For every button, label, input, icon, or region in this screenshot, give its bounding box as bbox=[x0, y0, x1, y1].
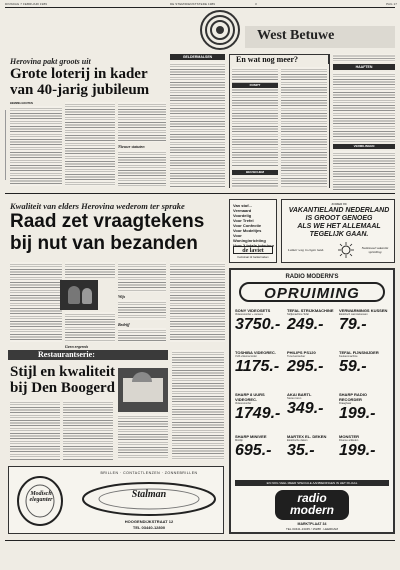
nogmeer-col-2 bbox=[281, 67, 327, 187]
product-desc: Elektrische deken bbox=[287, 439, 308, 442]
laviet-address: Kerkstraat 12 Geldermalsen bbox=[237, 256, 269, 259]
product-price: 295.- bbox=[287, 358, 324, 375]
product-name: AKAI BARTL bbox=[287, 392, 312, 397]
product-name: SHARP MINIVEE bbox=[235, 434, 267, 439]
margin-marker bbox=[0, 110, 6, 180]
laviet-item: Voor Confectie bbox=[233, 223, 262, 228]
restaurant-col-4 bbox=[172, 350, 224, 460]
lottery-kicker: Herovina pakt groots uit bbox=[10, 57, 91, 66]
page-number: 3 bbox=[255, 2, 257, 6]
zomer-line-3: ALS WE HET ALLEMAAL bbox=[297, 223, 381, 230]
restaurant-col-1 bbox=[10, 400, 60, 460]
zomer-brand: Nationaal vakantie spreiding bbox=[361, 246, 389, 254]
rumpt-bar bbox=[232, 83, 278, 88]
radio-footer-bar bbox=[235, 480, 389, 486]
product-cell bbox=[339, 308, 389, 350]
radio-logo-1: radio bbox=[297, 491, 327, 505]
product-name: PHILIPS PS120 bbox=[287, 350, 316, 355]
target-logo bbox=[200, 10, 240, 50]
product-desc: VHS videorecorder bbox=[235, 355, 257, 358]
vermilingen-title: VERMILINGEN bbox=[353, 144, 375, 148]
haaften-caption bbox=[333, 54, 395, 62]
raad-subhead-bedrijf: Bedrijf bbox=[118, 322, 130, 327]
brillen-name: Stalman bbox=[131, 489, 167, 500]
brillen-address: HOOGENDIJKSTRAAT 12 bbox=[124, 519, 174, 524]
nogmeer-header bbox=[229, 54, 329, 64]
laviet-list bbox=[233, 203, 275, 248]
haaften-bar bbox=[333, 64, 395, 70]
laviet-logo: de laviet bbox=[233, 246, 273, 254]
radio-ad bbox=[229, 268, 395, 534]
product-grid bbox=[235, 308, 389, 476]
haaften-text bbox=[333, 72, 395, 142]
product-cell bbox=[339, 392, 389, 434]
radio-banner bbox=[235, 274, 389, 304]
rumpt-title: RUMPT bbox=[249, 83, 261, 87]
product-cell bbox=[287, 350, 339, 392]
lottery-col-3a bbox=[118, 102, 166, 142]
vermilingen-bar bbox=[333, 144, 395, 149]
radio-address-2: TEL 03441-13345 / 15288 · LEERDAM bbox=[286, 527, 338, 531]
product-cell bbox=[339, 350, 389, 392]
product-price: 249.- bbox=[287, 316, 324, 333]
product-price: 1749.- bbox=[235, 405, 281, 422]
product-name: SHARP 8 UURS VIDEOREC. bbox=[235, 392, 265, 402]
bottom-rule bbox=[5, 540, 395, 541]
laviet-item: Vermaard bbox=[233, 208, 252, 213]
raad-photo bbox=[60, 280, 98, 310]
raad-subhead-wijs: Wijs bbox=[118, 294, 126, 299]
product-desc: Elektrisch warmtekussen bbox=[339, 313, 368, 316]
zomer-ad bbox=[281, 199, 395, 263]
lottery-headline-2: van 40-jarig jubileum bbox=[10, 82, 150, 98]
masthead-rule bbox=[5, 7, 395, 8]
raad-col-2a bbox=[65, 262, 115, 278]
gelderman-title: GELDERMALSEN bbox=[182, 55, 213, 59]
lottery-col-3b bbox=[118, 150, 166, 186]
radio-address: MARKTPLAAT 34 bbox=[297, 522, 327, 526]
lottery-headline-1: Grote loterij in kader bbox=[10, 66, 148, 82]
product-price: 79.- bbox=[339, 316, 367, 333]
laviet-item: Voor Trefel bbox=[233, 218, 254, 223]
product-cell bbox=[235, 308, 287, 350]
product-name: MARTEX EL. DEKEN bbox=[287, 434, 327, 439]
product-desc: Videorecorder bbox=[235, 402, 252, 405]
raad-kicker: Kwaliteit van elders Herovina wederom ter sprake bbox=[10, 201, 185, 211]
product-name: TEFAL STRIJKMACHINE bbox=[287, 308, 334, 313]
lottery-col-2 bbox=[65, 102, 115, 186]
laviet-ad bbox=[229, 199, 277, 263]
product-desc: Strijkmachine Tefal bbox=[287, 313, 309, 316]
photo-lamp bbox=[132, 372, 152, 382]
nogmeer-title: En wat nog meer? bbox=[236, 55, 298, 64]
haaften-title: HAAFTEN bbox=[355, 65, 373, 69]
product-name: SHARP RADIO RECORDER bbox=[339, 392, 367, 402]
radio-footer-note: EN NOG VEEL MEER SPECIALE AANBIEDINGEN IN HET FILIAAL bbox=[266, 481, 358, 485]
page-code: PAG 17 bbox=[386, 2, 397, 6]
product-name: VERWARMINGS KUSSEN bbox=[339, 308, 388, 313]
product-desc: Videorecorder + camera bbox=[235, 313, 263, 316]
zomer-top: ZOMER 89 bbox=[331, 202, 347, 206]
restaurant-label: Restaurantserie: bbox=[38, 350, 95, 359]
brillen-tag: Modisch eleganter bbox=[29, 491, 53, 503]
zomer-line-2: IS GROOT GENOEG bbox=[305, 215, 373, 222]
product-name: SONY VIDEOSETS bbox=[235, 308, 271, 313]
raad-headline-2: bij nut van bezanden bbox=[10, 233, 198, 254]
product-desc: Tunerversterker bbox=[287, 355, 306, 358]
gelderman-text bbox=[170, 62, 225, 188]
product-cell bbox=[287, 308, 339, 350]
raad-col-4 bbox=[170, 262, 225, 342]
product-price: 1175.- bbox=[235, 358, 280, 375]
vermilingen-text bbox=[333, 151, 395, 191]
raad-subhead-ergernis: Geen ergernis bbox=[65, 344, 89, 349]
raad-col-3a bbox=[118, 262, 166, 292]
raad-headline-1: Raad zet vraagtekens bbox=[10, 211, 205, 232]
product-desc: Draagbaar bbox=[339, 402, 352, 405]
zomer-line-4: TEGELIJK GAAN. bbox=[309, 231, 369, 238]
product-name: TOSHIBA VIDEOREC. bbox=[235, 350, 276, 355]
nogmeer-col-1 bbox=[232, 67, 278, 167]
product-price: 349.- bbox=[287, 400, 324, 417]
brillen-ring: BRILLEN · CONTACTLENZEN · ZONNEBRILLEN bbox=[100, 471, 198, 475]
product-cell bbox=[235, 434, 287, 476]
product-price: 35.- bbox=[287, 442, 315, 459]
restaurant-headline-2: bij Den Boogerd bbox=[10, 380, 115, 396]
raad-col-2b bbox=[65, 312, 115, 342]
restaurant-headline-1: Stijl en kwaliteit bbox=[10, 364, 115, 380]
beusichem-bar bbox=[232, 170, 278, 175]
radio-brand: RADIO MODERN'S bbox=[285, 274, 339, 280]
product-cell bbox=[287, 392, 339, 434]
beusichem-text bbox=[232, 176, 278, 188]
laviet-item: Van stof... bbox=[233, 203, 252, 208]
product-price: 695.- bbox=[235, 442, 272, 459]
photo-person-2 bbox=[82, 288, 92, 304]
product-name: TEFAL FIJNSNIJDER bbox=[339, 350, 379, 355]
photo-person-1 bbox=[68, 286, 80, 304]
restaurant-photo bbox=[118, 368, 168, 412]
product-name: MONSTER bbox=[339, 434, 359, 439]
product-cell bbox=[287, 434, 339, 476]
product-price: 199.- bbox=[339, 442, 376, 459]
section-rule-1 bbox=[5, 193, 395, 194]
raad-col-3b bbox=[118, 300, 166, 320]
section-title: West Betuwe bbox=[257, 28, 335, 43]
radio-logo bbox=[275, 490, 349, 520]
product-price: 59.- bbox=[339, 358, 367, 375]
issue-date: DINSDAG 7 FEBRUARI 1989 bbox=[5, 2, 47, 6]
zomer-slogan: Lekker weg in eigen land. bbox=[288, 248, 325, 252]
product-price: 199.- bbox=[339, 405, 376, 422]
laviet-item: Voordelig bbox=[233, 213, 252, 218]
section-banner bbox=[245, 26, 395, 48]
nogmeer-border-left bbox=[229, 64, 230, 188]
product-desc: Stereo toren bbox=[287, 397, 302, 400]
radio-logo-2: modern bbox=[289, 503, 334, 517]
lottery-subhead: Nieuwe statuten bbox=[118, 144, 145, 149]
beusichem-title: BEUSICHEM bbox=[245, 170, 264, 174]
raad-col-3c bbox=[118, 328, 166, 342]
paper-name: DE STEM/DIENSTSTEDE 1989 bbox=[170, 2, 216, 6]
product-desc: Minilijn bbox=[235, 439, 243, 442]
restaurant-label-bar bbox=[8, 350, 168, 360]
lottery-col-1 bbox=[10, 106, 62, 186]
gelderman-bar bbox=[170, 54, 225, 60]
laviet-item: Voor Woninginrichting bbox=[233, 233, 266, 243]
nogmeer-border-right bbox=[329, 54, 330, 188]
raad-col-1 bbox=[10, 262, 62, 342]
product-desc: Keukenmachine bbox=[339, 355, 358, 358]
brillen-phone: TEL 03440-12800 bbox=[132, 525, 166, 530]
sun-icon bbox=[338, 242, 354, 258]
radio-title: OPRUIMING bbox=[239, 282, 385, 302]
laviet-item: Voor Modeltjes bbox=[233, 228, 262, 233]
product-cell bbox=[235, 392, 287, 434]
product-price: 3750.- bbox=[235, 316, 281, 333]
zomer-line-1: VAKANTIELAND NEDERLAND bbox=[288, 207, 390, 214]
laviet-item: Voor 't totale interieur bbox=[233, 243, 275, 248]
restaurant-col-2 bbox=[63, 400, 113, 460]
restaurant-col-3 bbox=[118, 414, 168, 460]
lottery-dateline: BEMMEL/HOUTEN bbox=[10, 102, 33, 105]
product-desc: Diverse artikelen bbox=[339, 439, 359, 442]
product-cell bbox=[235, 350, 287, 392]
product-cell bbox=[339, 434, 389, 476]
brillen-ad bbox=[8, 466, 224, 534]
